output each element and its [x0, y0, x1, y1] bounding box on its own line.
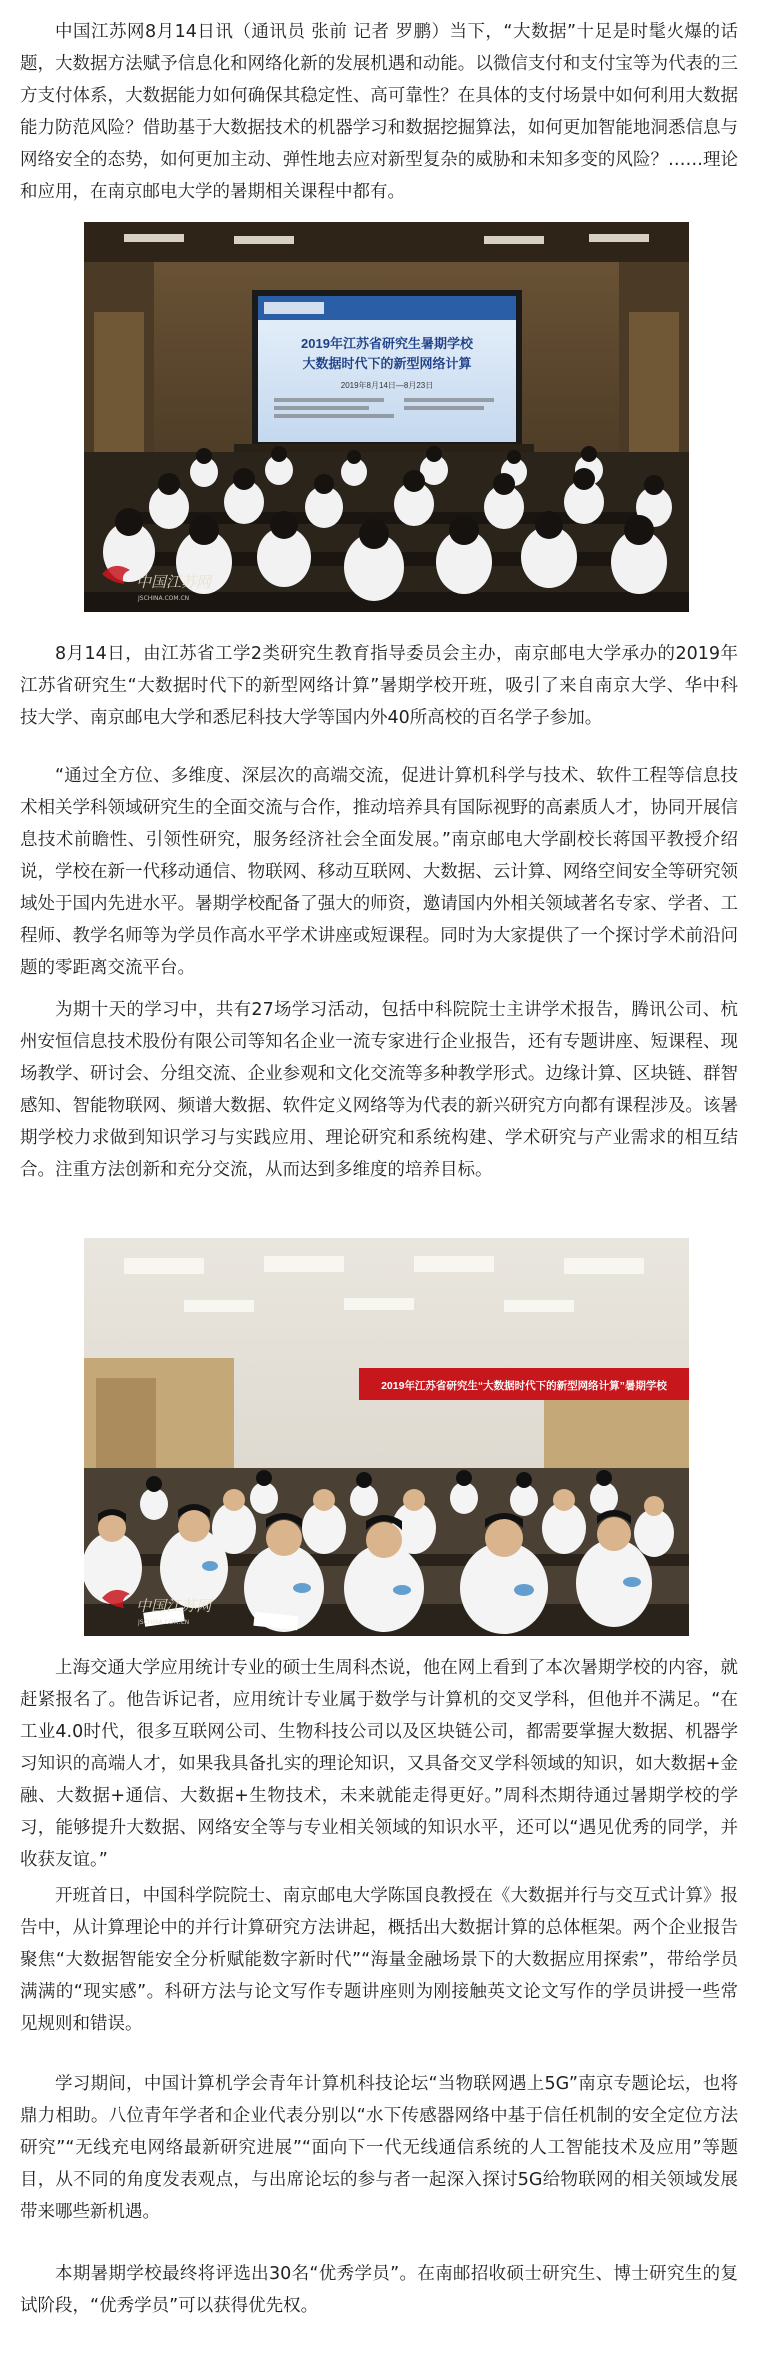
screen-subtitle: 大数据时代下的新型网络计算 [302, 356, 472, 371]
paragraph-student-quote: 上海交通大学应用统计专业的硕士生周科杰说，他在网上看到了本次暑期学校的内容，就赶紧报名了。他告诉记者，应用统计专业属于数学与计算机的交叉学科，但他并不满足。“在工业4.0时代，很多互联网公司、生物科技公司以及区块链公司，都需要掌握大数据、机器学习知识的高端人才，如果我具备扎实的理论知识，又具备交叉学科领域的知识，如大数据+金融、大数据+通信、大数据+生物技术，未来就能走得更好。”周科杰期待通过暑期学校的学习，能够提升大数据、网络安全等与专业相关领域的知识水平，还可以“遇见优秀的同学，并收获友谊。” [20, 1658, 738, 1870]
watermark-url-2: JSCHINA.COM.CN [138, 1619, 190, 1626]
paragraph-purpose: “通过全方位、多维度、深层次的高端交流，促进计算机科学与技术、软件工程等信息技术相关学科领域研究生的全面交流与合作，推动培养具有国际视野的高素质人才，协同开展信息技术前瞻性、引领性研究，服务经济社会全面发展。”南京邮电大学副校长蒋国平教授介绍说，学校在新一代移动通信、物联网、移动互联网、大数据、云计算、网络空间安全等研究领域处于国内先进水平。暑期学校配备了强大的师资，邀请国内外相关领域著名专家、学者、工程师、教学名师等为学员作高水平学术讲座或短课程。同时为大家提供了一个探讨学术前沿问题的零距离交流平台。 [20, 766, 738, 978]
paragraph-curriculum: 为期十天的学习中，共有27场学习活动，包括中科院院士主讲学术报告，腾讯公司、杭州安恒信息技术股份有限公司等知名企业一流专家进行企业报告，还有专题讲座、短课程、现场教学、研讨会、分组交流、企业参观和文化交流等多种教学形式。边缘计算、区块链、群智感知、智能物联网、频谱大数据、软件定义网络等为代表的新兴研究方向都有课程涉及。该暑期学校力求做到知识学习与实践应用、理论研究和系统构建、学术研究与产业需求的相互结合。注重方法创新和充分交流，从而达到多维度的培养目标。 [20, 1000, 738, 1180]
paragraph-forum: 学习期间，中国计算机学会青年计算机科技论坛“当物联网遇上5G”南京专题论坛，也将鼎力相助。八位青年学者和企业代表分别以“水下传感器网络中基于信任机制的安全定位方法研究”“无线充电网络最新研究进展”“面向下一代无线通信系统的人工智能技术及应用”等题目，从不同的角度发表观点，与出席论坛的参与者一起深入探讨5G给物联网的相关领域发展带来哪些新机遇。 [20, 2074, 738, 2222]
watermark-text: 中国江苏网 [136, 573, 212, 591]
paragraph-first-day: 开班首日，中国科学院院士、南京邮电大学陈国良教授在《大数据并行与交互式计算》报告中，从计算理论中的并行计算研究方法讲起，概括出大数据计算的总体框架。两个企业报告聚焦“大数据智能安全分析赋能数字新时代”“海量金融场景下的大数据应用探索”，带给学员满满的“现实感”。科研方法与论文写作专题讲座则为刚接触英文论文写作的学员讲授一些常见规则和错误。 [20, 1886, 738, 2034]
screen-date: 2019年8月14日—8月23日 [340, 381, 434, 390]
paragraph-intro: 中国江苏网8月14日讯（通讯员 张前 记者 罗鹏）当下，“大数据”十足是时髦火爆的话题，大数据方法赋予信息化和网络化新的发展机遇和动能。以微信支付和支付宝等为代表的三方支付体系，大数据能力如何确保其稳定性、高可靠性？在具体的支付场景中如何利用大数据能力防范风险？借助基于大数据技术的机器学习和数据挖掘算法，如何更加智能地洞悉信息与网络安全的态势，如何更加主动、弹性地去应对新型复杂的威胁和未知多变的风险？……理论和应用，在南京邮电大学的暑期相关课程中都有。 [20, 22, 738, 202]
paragraph-excellent-students: 本期暑期学校最终将评选出30名“优秀学员”。在南邮招收硕士研究生、博士研究生的复试阶段，“优秀学员”可以获得优先权。 [20, 2264, 738, 2316]
screen-title: 2019年江苏省研究生暑期学校 [301, 336, 473, 351]
paragraph-opening: 8月14日，由江苏省工学2类研究生教育指导委员会主办，南京邮电大学承办的2019年江苏省研究生“大数据时代下的新型网络计算”暑期学校开班，吸引了来自南京大学、华中科技大学、南京邮电大学和悉尼科技大学等国内外40所高校的百名学子参加。 [20, 644, 738, 728]
banner-text: 2019年江苏省研究生“大数据时代下的新型网络计算”暑期学校 [381, 1380, 667, 1392]
photo-students-seated [84, 1238, 689, 1636]
watermark-text-2: 中国江苏网 [136, 1597, 212, 1615]
watermark-url: JSCHINA.COM.CN [138, 595, 190, 602]
photo-lecture-hall [84, 222, 689, 612]
